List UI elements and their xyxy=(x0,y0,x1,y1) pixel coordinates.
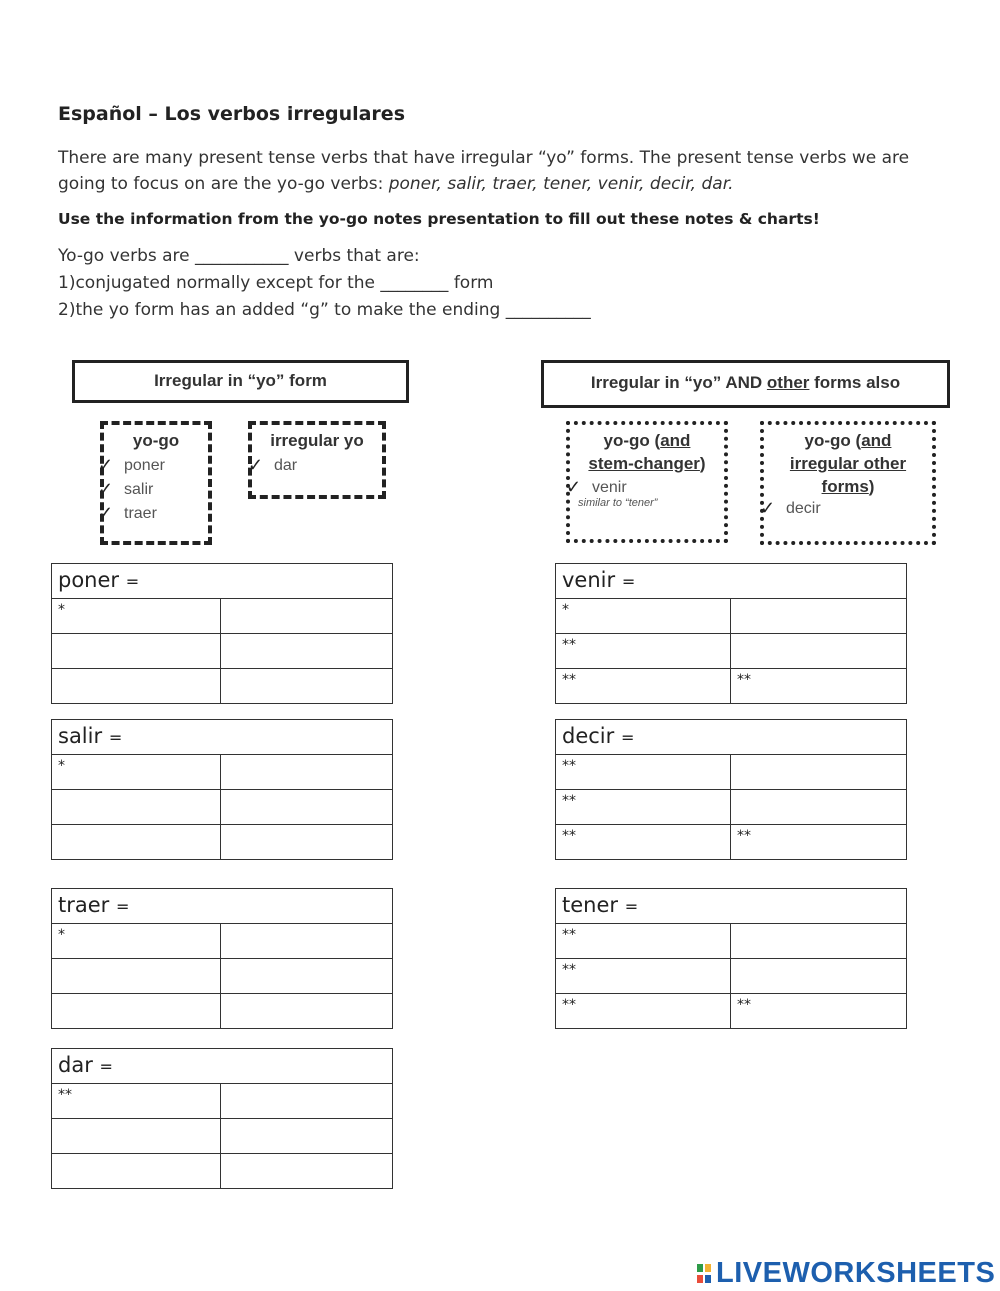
heading-part: yo-go ( xyxy=(603,431,661,450)
answer-cell[interactable] xyxy=(52,634,221,669)
equals-sign: = xyxy=(115,897,130,916)
irregular-yo-item xyxy=(248,457,382,475)
answer-cell[interactable] xyxy=(221,1154,393,1189)
conjugation-table-salir xyxy=(51,719,393,860)
category-right-text-b: forms also xyxy=(809,373,901,392)
logo-block xyxy=(705,1275,711,1283)
equals-sign: = xyxy=(108,728,123,747)
heading-underlined: and xyxy=(660,431,691,450)
answer-cell[interactable] xyxy=(731,634,907,669)
answer-cell[interactable] xyxy=(221,825,393,860)
logo-mark-icon xyxy=(697,1263,713,1283)
verb-label: dar xyxy=(58,1053,93,1077)
logo-block xyxy=(697,1264,703,1272)
answer-cell[interactable] xyxy=(221,959,393,994)
answer-cell[interactable] xyxy=(221,924,393,959)
answer-cell[interactable]: * xyxy=(52,924,221,959)
table-header xyxy=(52,1049,393,1084)
category-irregular-yo: Irregular in “yo” form xyxy=(72,360,409,403)
yogo-item-label: poner xyxy=(124,457,165,474)
answer-cell[interactable]: ** xyxy=(556,790,731,825)
heading-underlined: stem-changer xyxy=(588,454,700,473)
conjugation-table-traer xyxy=(51,888,393,1029)
yogo-item xyxy=(98,457,208,475)
answer-cell[interactable]: ** xyxy=(731,825,907,860)
answer-cell[interactable] xyxy=(52,669,221,704)
table-header xyxy=(52,889,393,924)
answer-cell[interactable] xyxy=(221,790,393,825)
answer-cell[interactable]: ** xyxy=(731,994,907,1029)
verb-label: poner xyxy=(58,568,120,592)
check-icon: ✓ xyxy=(98,455,114,475)
verb-label: traer xyxy=(58,893,110,917)
verb-label: decir xyxy=(562,724,615,748)
conjugation-table-poner xyxy=(51,563,393,704)
answer-cell[interactable] xyxy=(731,790,907,825)
equals-sign: = xyxy=(621,572,636,591)
answer-cell[interactable]: * xyxy=(556,599,731,634)
instruction-text: Use the information from the yo-go notes presentation to fill out these notes & charts! xyxy=(58,210,820,228)
table-header xyxy=(556,564,907,599)
stem-changer-heading xyxy=(570,429,724,475)
answer-cell[interactable] xyxy=(52,994,221,1029)
answer-cell[interactable] xyxy=(221,755,393,790)
answer-cell[interactable]: ** xyxy=(52,1084,221,1119)
answer-cell[interactable] xyxy=(731,599,907,634)
yogo-box xyxy=(100,421,212,545)
stem-changer-item xyxy=(566,479,724,497)
answer-cell[interactable]: ** xyxy=(556,825,731,860)
note-line-3: 2)the yo form has an added “g” to make the ending __________ xyxy=(58,300,591,320)
equals-sign: = xyxy=(125,572,140,591)
category-right-text-a: Irregular in “yo” AND xyxy=(590,373,767,392)
answer-cell[interactable] xyxy=(731,755,907,790)
conjugation-table-decir xyxy=(555,719,907,860)
liveworksheets-logo xyxy=(697,1256,995,1290)
category-irregular-yo-and-other xyxy=(541,360,950,408)
conjugation-table-dar xyxy=(51,1048,393,1189)
answer-cell[interactable] xyxy=(52,1154,221,1189)
yogo-item xyxy=(98,505,208,523)
check-icon: ✓ xyxy=(760,498,776,518)
irregular-other-item xyxy=(760,500,932,518)
stem-changer-item-label: venir xyxy=(592,479,627,496)
answer-cell[interactable] xyxy=(52,1119,221,1154)
answer-cell[interactable]: ** xyxy=(556,959,731,994)
logo-block xyxy=(705,1264,711,1272)
table-header xyxy=(556,889,907,924)
answer-cell[interactable]: ** xyxy=(731,669,907,704)
answer-cell[interactable] xyxy=(52,790,221,825)
table-header xyxy=(556,720,907,755)
table-header xyxy=(52,564,393,599)
conjugation-table-venir xyxy=(555,563,907,704)
answer-cell[interactable] xyxy=(731,924,907,959)
category-right-underlined: other xyxy=(766,373,810,392)
answer-cell[interactable] xyxy=(52,959,221,994)
equals-sign: = xyxy=(620,728,635,747)
intro-verb-list: poner, salir, traer, tener, venir, decir, dar. xyxy=(388,174,734,194)
answer-cell[interactable] xyxy=(221,599,393,634)
answer-cell[interactable] xyxy=(221,994,393,1029)
answer-cell[interactable]: ** xyxy=(556,994,731,1029)
irregular-yo-heading: irregular yo xyxy=(270,431,364,450)
answer-cell[interactable]: ** xyxy=(556,634,731,669)
answer-cell[interactable]: * xyxy=(52,755,221,790)
stem-changer-note: similar to “tener” xyxy=(578,497,658,509)
note-line-2: 1)conjugated normally except for the ________ form xyxy=(58,273,494,293)
yogo-heading: yo-go xyxy=(132,431,180,450)
answer-cell[interactable]: ** xyxy=(556,924,731,959)
verb-label: tener xyxy=(562,893,619,917)
verb-label: salir xyxy=(58,724,103,748)
irregular-other-heading xyxy=(764,429,932,498)
answer-cell[interactable] xyxy=(52,825,221,860)
heading-part: ) xyxy=(699,454,706,473)
equals-sign: = xyxy=(99,1057,113,1076)
heading-underlined: forms xyxy=(821,477,869,496)
answer-cell[interactable]: ** xyxy=(556,755,731,790)
check-icon: ✓ xyxy=(248,455,264,475)
check-icon: ✓ xyxy=(98,503,114,523)
check-icon: ✓ xyxy=(566,477,582,497)
irregular-yo-box xyxy=(248,421,386,499)
logo-block xyxy=(697,1275,703,1283)
irregular-other-item-label: decir xyxy=(786,500,821,517)
page-title: Español – Los verbos irregulares xyxy=(58,103,406,125)
answer-cell[interactable] xyxy=(221,634,393,669)
answer-cell[interactable]: ** xyxy=(556,669,731,704)
irregular-yo-item-label: dar xyxy=(274,457,298,474)
intro-paragraph xyxy=(58,145,948,197)
intro-text: There are many present tense verbs that have irregular “yo” forms. The present tense verbs we are going to focus on are the yo-go verbs: xyxy=(58,148,910,194)
yogo-item-label: salir xyxy=(124,481,154,498)
check-icon: ✓ xyxy=(98,479,114,499)
verb-label: venir xyxy=(562,568,616,592)
answer-cell[interactable] xyxy=(221,1084,393,1119)
heading-part: yo-go ( xyxy=(804,431,862,450)
answer-cell[interactable]: * xyxy=(52,599,221,634)
logo-text: LIVEWORKSHEETS xyxy=(716,1256,996,1289)
yogo-item xyxy=(98,481,208,499)
stem-changer-box xyxy=(566,421,728,543)
heading-part: ) xyxy=(868,477,875,496)
irregular-other-box xyxy=(760,421,936,545)
equals-sign: = xyxy=(624,897,639,916)
heading-underlined: irregular other xyxy=(789,454,907,473)
note-line-1: Yo-go verbs are ___________ verbs that are: xyxy=(58,246,420,266)
conjugation-table-tener xyxy=(555,888,907,1029)
answer-cell[interactable] xyxy=(731,959,907,994)
table-header xyxy=(52,720,393,755)
heading-underlined: and xyxy=(861,431,892,450)
yogo-item-label: traer xyxy=(124,505,157,522)
answer-cell[interactable] xyxy=(221,669,393,704)
answer-cell[interactable] xyxy=(221,1119,393,1154)
